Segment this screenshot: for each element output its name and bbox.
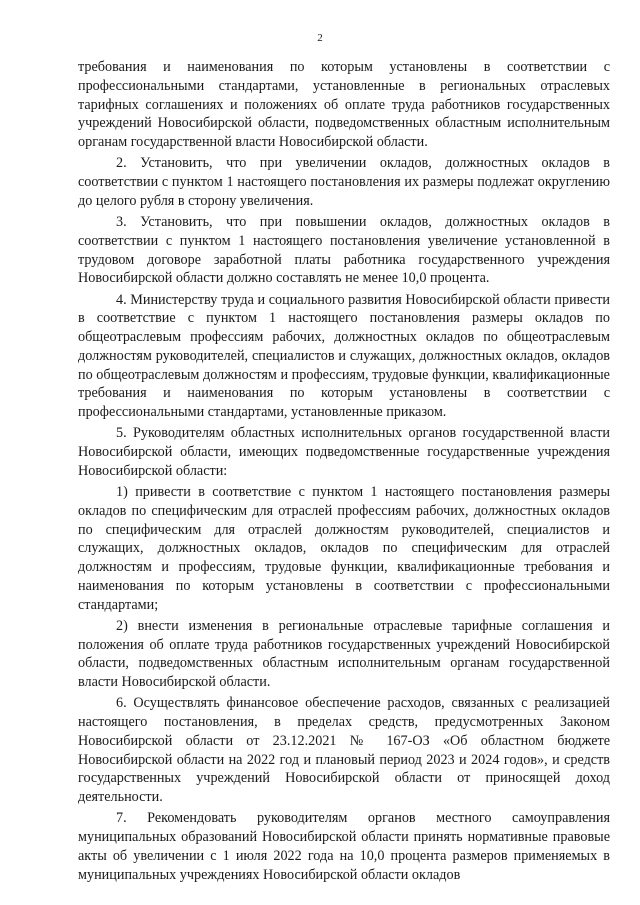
paragraph-subitem-5-2: 2) внести изменения в региональные отраслевые тарифные соглашения и положения об оплате труда работников государственных учреждений Новосибирской области, подведомственных областным исполнительным органам государственной власти Новосибирской области. xyxy=(78,617,610,690)
paragraph-item-6: 6. Осуществлять финансовое обеспечение расходов, связанных с реализацией настоящего постановления, в пределах средств, предусмотренных Законом Новосибирской области от 23.12.2021 № 167-ОЗ «Об областном бюджете Новосибирской области на 2022 год и плановый период 2023 и 2024 годов», и средств государственных учреждений Новосибирской области от приносящей доход деятельности. xyxy=(78,695,610,805)
document-body xyxy=(78,58,610,887)
page-number: 2 xyxy=(317,32,323,44)
paragraph-item-3: 3. Установить, что при повышении окладов, должностных окладов в соответствии с пунктом 1 настоящего постановления увеличение установленной в трудовом договоре заработной платы работника государственного учреждения Новосибирской области должно составлять не менее 10,0 процента. xyxy=(78,214,610,287)
paragraph-item-4: 4. Министерству труда и социального развития Новосибирской области привести в соответствие с пунктом 1 настоящего постановления размеры окладов по общеотраслевым профессиям рабочих, должностных окладов по общеотраслевым должностям руководителей, специалистов и служащих, должностных окладов, окладов по общеотраслевым должностям и профессиям, трудовые функции, квалификационные требования и наименования по которым установлены в соответствии с профессиональными стандартами, установленные приказом. xyxy=(78,291,610,420)
paragraph-subitem-5-1: 1) привести в соответствие с пунктом 1 настоящего постановления размеры окладов по специфическим для отраслей профессиям рабочих, должностных окладов по специфическим для отраслей должностям руководителей, специалистов и служащих, должностных окладов, окладов по специфическим для отраслей должностям и профессиям, трудовые функции, квалификационные требования и наименования по которым установлены в соответствии с профессиональными стандартами; xyxy=(78,484,610,613)
paragraph-item-2: 2. Установить, что при увеличении окладов, должностных окладов в соответствии с пунктом 1 настоящего постановления их размеры подлежат округлению до целого рубля в сторону увеличения. xyxy=(78,155,610,209)
paragraph-item-7: 7. Рекомендовать руководителям органов местного самоуправления муниципальных образований Новосибирской области принять нормативные правовые акты об увеличении с 1 июля 2022 года на 10,0 процента размеров применяемых в муниципальных учреждениях Новосибирской области окладов xyxy=(78,810,610,883)
paragraph-continuation: требования и наименования по которым установлены в соответствии с профессиональными стандартами, установленные в региональных отраслевых тарифных соглашениях и положениях об оплате труда работников государственных учреждений Новосибирской области, подведомственных областным исполнительным органам государственной власти Новосибирской области. xyxy=(78,59,610,150)
paragraph-item-5: 5. Руководителям областных исполнительных органов государственной власти Новосибирской области, имеющих подведомственные государственные учреждения Новосибирской области: xyxy=(78,425,610,479)
